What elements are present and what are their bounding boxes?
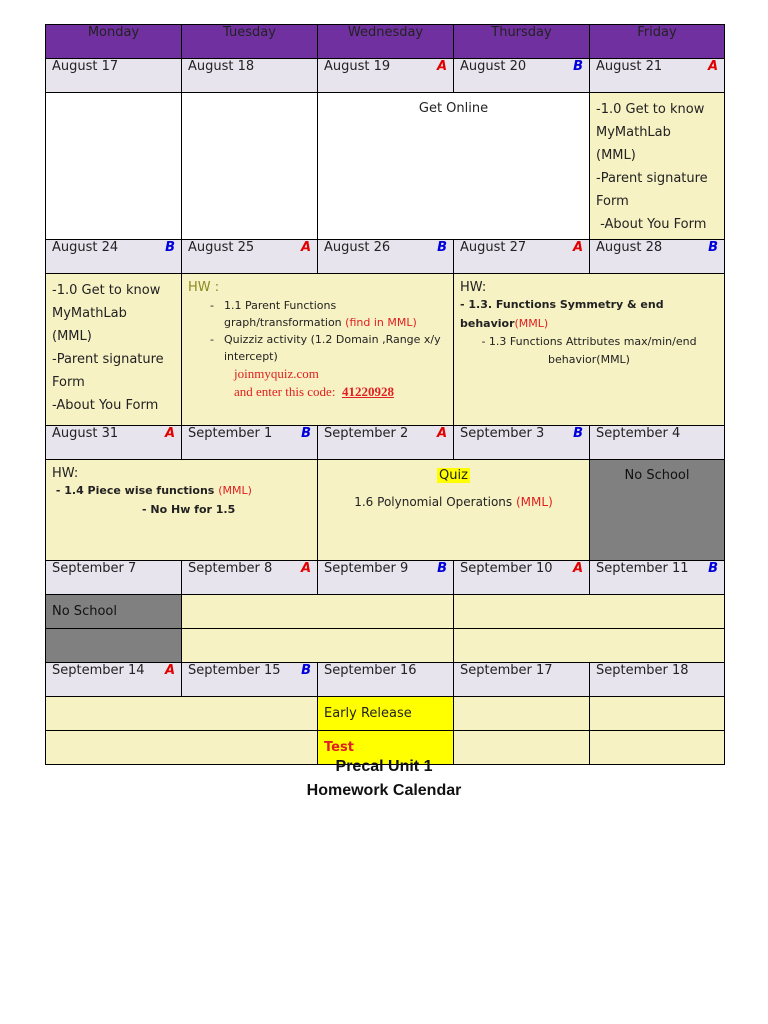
- assignment-line: MyMathLab: [52, 306, 127, 321]
- week3-content-row: [46, 460, 725, 561]
- date-cell: [46, 240, 182, 274]
- ab-day-marker: B: [708, 561, 718, 576]
- ab-day-marker: A: [707, 59, 718, 74]
- hw-item-mml: (find in MML): [345, 316, 417, 329]
- ab-day-marker: A: [436, 426, 447, 441]
- ab-day-marker: B: [437, 561, 447, 576]
- date-label: September 1: [188, 426, 273, 441]
- date-label: August 18: [188, 59, 255, 74]
- friday-assignments-cell: [590, 93, 725, 240]
- date-label: August 25: [188, 240, 255, 255]
- date-cell: [318, 240, 454, 274]
- hw-item-text: 1.1 Parent Functions graph/transformation: [224, 299, 342, 329]
- assignment-line: -About You Form: [596, 217, 707, 232]
- ab-day-marker: B: [165, 240, 175, 255]
- date-label: September 11: [596, 561, 689, 576]
- empty-cell: [182, 595, 454, 629]
- tuesday-homework-cell: [182, 274, 454, 426]
- date-cell: [590, 426, 725, 460]
- assignment-line: Form: [596, 194, 629, 209]
- week5-date-row: [46, 663, 725, 697]
- date-cell: [318, 59, 454, 93]
- hw-item: [224, 297, 447, 331]
- date-cell: [590, 59, 725, 93]
- ab-day-marker: B: [573, 59, 583, 74]
- calendar-title: Precal Unit 1: [335, 758, 433, 775]
- no-school-cell: [46, 629, 182, 663]
- week2-date-row: [46, 240, 725, 274]
- date-cell: [46, 663, 182, 697]
- date-label: September 17: [460, 663, 553, 678]
- weekday-monday: Monday: [46, 25, 182, 59]
- weekday-friday: Friday: [590, 25, 725, 59]
- hw-item-text: 1.3 Functions Attributes max/min/end behavior(MML): [488, 335, 697, 366]
- date-label: September 7: [52, 561, 137, 576]
- date-label: August 31: [52, 426, 119, 441]
- weekday-wednesday: Wednesday: [318, 25, 454, 59]
- date-cell: [46, 426, 182, 460]
- date-label: September 9: [324, 561, 409, 576]
- date-cell: [454, 240, 590, 274]
- date-cell: [590, 663, 725, 697]
- date-label: August 20: [460, 59, 527, 74]
- date-label: August 26: [324, 240, 391, 255]
- date-cell: [454, 59, 590, 93]
- week3-date-row: [46, 426, 725, 460]
- date-cell: [590, 240, 725, 274]
- empty-cell: [182, 629, 454, 663]
- early-release-text: Early Release: [324, 706, 412, 721]
- empty-cell: [454, 629, 725, 663]
- assignment-line: MyMathLab: [596, 125, 671, 140]
- quiz-topic: [324, 495, 583, 509]
- empty-cell: [454, 595, 725, 629]
- date-cell: [182, 561, 318, 595]
- date-label: September 3: [460, 426, 545, 441]
- date-cell: [182, 663, 318, 697]
- hw-item: - 1.3. Functions Symmetry & end behavior(MML): [460, 298, 664, 330]
- assignment-line: (MML): [52, 329, 92, 344]
- week1-date-row: [46, 59, 725, 93]
- date-cell: [182, 426, 318, 460]
- hw-item-text: Quizziz activity (1.2 Domain ,Range x/y intercept): [224, 333, 441, 363]
- no-school-cell: [46, 595, 182, 629]
- monday-homework-cell: [46, 460, 318, 561]
- quiz-topic-text: 1.6 Polynomial Operations: [354, 495, 513, 509]
- date-label: August 19: [324, 59, 391, 74]
- hw-item-text: 1.4 Piece wise functions: [64, 484, 215, 497]
- test-text: Test: [324, 740, 354, 755]
- date-label: August 21: [596, 59, 663, 74]
- date-label: September 4: [596, 426, 681, 441]
- quiz-cell: [318, 460, 590, 561]
- date-cell: [454, 663, 590, 697]
- hw-label: HW :: [188, 280, 220, 295]
- no-school-text: No School: [624, 468, 690, 483]
- date-label: September 16: [324, 663, 417, 678]
- quiz-code: 41220928: [341, 384, 394, 399]
- date-cell: [46, 561, 182, 595]
- empty-cell: [454, 697, 590, 731]
- assignment-line: (MML): [596, 148, 636, 163]
- monday-assignments-cell: [46, 274, 182, 426]
- date-label: September 10: [460, 561, 553, 576]
- quiz-label: Quiz: [439, 468, 468, 483]
- early-release-cell: [318, 697, 454, 731]
- week4-content-row-1: [46, 595, 725, 629]
- week1-content-row: [46, 93, 725, 240]
- quiz-site-link[interactable]: joinmyquiz.com: [234, 366, 319, 381]
- quiz-code-label: and enter this code:: [234, 384, 336, 399]
- empty-cell: [46, 93, 182, 240]
- hw-item-mml: (MML): [218, 484, 252, 497]
- assignment-line: -Parent signature: [596, 171, 708, 186]
- ab-day-marker: A: [572, 561, 583, 576]
- date-label: August 17: [52, 59, 119, 74]
- week4-content-row-2: [46, 629, 725, 663]
- weekday-tuesday: Tuesday: [182, 25, 318, 59]
- assignment-line: -1.0 Get to know: [52, 283, 161, 298]
- date-label: September 8: [188, 561, 273, 576]
- ab-day-marker: A: [300, 240, 311, 255]
- date-label: August 28: [596, 240, 663, 255]
- assignment-line: -About You Form: [52, 398, 159, 413]
- date-cell: [182, 59, 318, 93]
- hw-item-mml: (MML): [514, 317, 549, 330]
- date-cell: [46, 59, 182, 93]
- date-label: September 2: [324, 426, 409, 441]
- date-label: September 14: [52, 663, 145, 678]
- weekday-thursday: Thursday: [454, 25, 590, 59]
- date-cell: [318, 561, 454, 595]
- date-cell: [454, 426, 590, 460]
- date-cell: [590, 561, 725, 595]
- hw-item: - No Hw for 1.5: [142, 503, 236, 516]
- ab-day-marker: A: [300, 561, 311, 576]
- quiz-topic-mml: (MML): [516, 495, 553, 509]
- hw-item: [224, 331, 447, 365]
- week2-content-row: [46, 274, 725, 426]
- get-online-text: Get Online: [418, 101, 489, 116]
- get-online-cell: [318, 93, 590, 240]
- empty-cell: [46, 697, 318, 731]
- ab-day-marker: A: [436, 59, 447, 74]
- hw-item: - 1.4 Piece wise functions (MML): [52, 484, 252, 497]
- hw-label: HW:: [460, 280, 487, 295]
- empty-cell: [590, 697, 725, 731]
- week4-date-row: [46, 561, 725, 595]
- date-cell: [318, 663, 454, 697]
- week5-content-row-1: [46, 697, 725, 731]
- ab-day-marker: A: [164, 426, 175, 441]
- date-label: September 18: [596, 663, 689, 678]
- date-cell: [454, 561, 590, 595]
- hw-label: HW:: [52, 466, 79, 481]
- no-school-text: No School: [52, 604, 117, 619]
- ab-day-marker: B: [301, 426, 311, 441]
- ab-day-marker: B: [708, 240, 718, 255]
- thursday-homework-cell: [454, 274, 725, 426]
- quiz-code-line: [234, 383, 447, 401]
- ab-day-marker: A: [572, 240, 583, 255]
- ab-day-marker: B: [301, 663, 311, 678]
- assignment-line: -Parent signature: [52, 352, 164, 367]
- ab-day-marker: A: [164, 663, 175, 678]
- hw-item: - 1.3 Functions Attributes max/min/end behavior(MML): [481, 335, 697, 366]
- date-cell: [318, 426, 454, 460]
- date-label: September 15: [188, 663, 281, 678]
- assignment-line: -1.0 Get to know: [596, 102, 705, 117]
- date-label: August 24: [52, 240, 119, 255]
- homework-calendar: [45, 24, 725, 765]
- empty-cell: [182, 93, 318, 240]
- weekday-header-row: [46, 25, 725, 59]
- hw-item-text: 1.3. Functions Symmetry & end behavior: [460, 298, 664, 330]
- no-school-cell: [590, 460, 725, 561]
- date-cell: [182, 240, 318, 274]
- calendar-subtitle: Homework Calendar: [306, 782, 462, 799]
- assignment-line: Form: [52, 375, 85, 390]
- ab-day-marker: B: [437, 240, 447, 255]
- date-label: August 27: [460, 240, 527, 255]
- ab-day-marker: B: [573, 426, 583, 441]
